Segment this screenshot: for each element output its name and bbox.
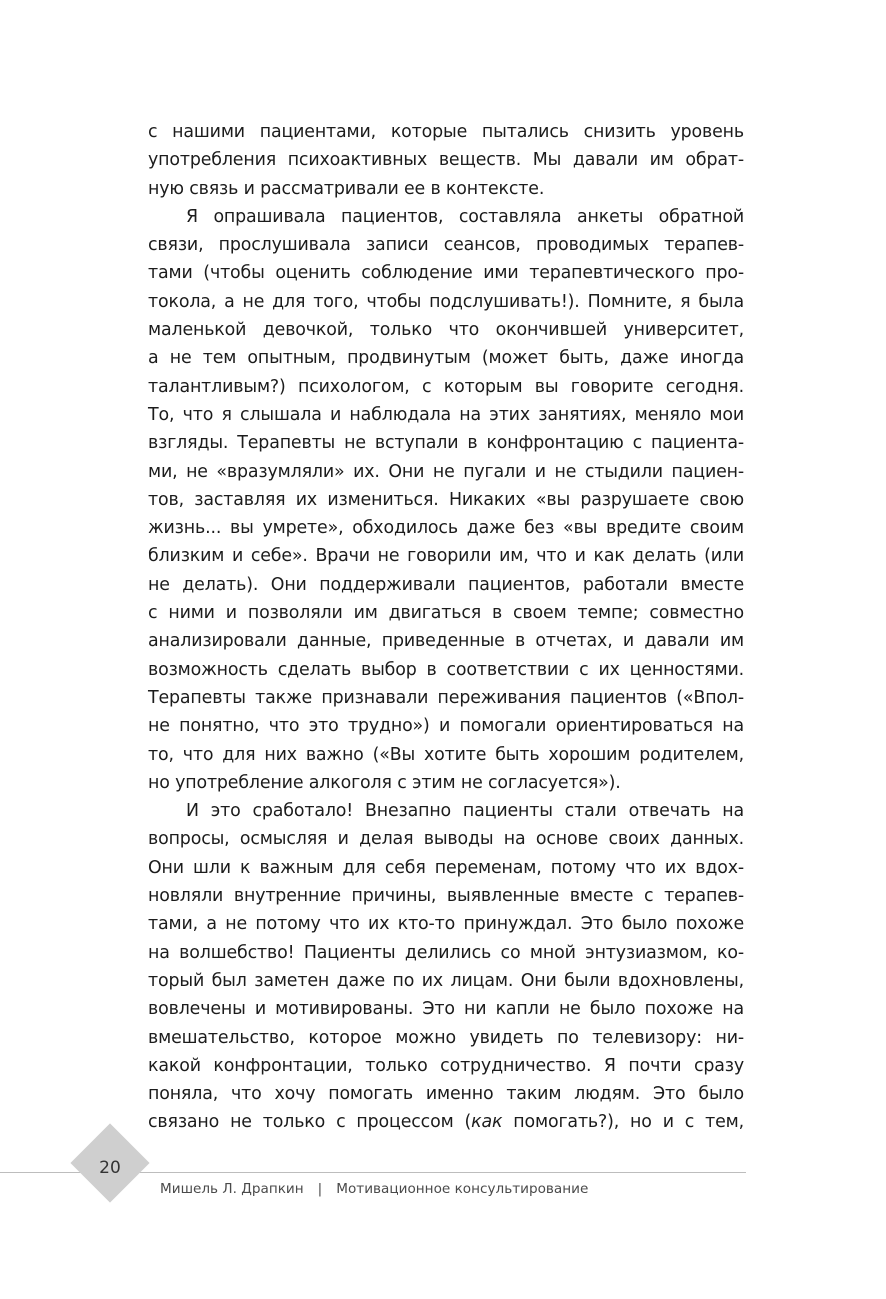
- text-line: торый был заметен даже по их лицам. Они были вдохновлены,: [148, 970, 744, 991]
- text-line: близким и себе». Врачи не говорили им, что и как делать (или: [148, 546, 744, 567]
- text-line: связи, прослушивала записи сеансов, проводимых терапев-: [148, 235, 744, 256]
- text-line: талантливым?) психологом, с которым вы говорите сегодня.: [148, 376, 744, 397]
- text-line: не делать). Они поддерживали пациентов, работали вместе: [148, 574, 744, 595]
- text-line: И это сработало! Внезапно пациенты стали отвечать на: [186, 801, 744, 822]
- text-line: анализировали данные, приведенные в отчетах, и давали им: [148, 631, 744, 652]
- text-line: вмешательство, которое можно увидеть по телевизору: ни-: [148, 1027, 744, 1048]
- text-line: с ними и позволяли им двигаться в своем темпе; совместно: [148, 603, 744, 624]
- text-line: ми, не «вразумляли» их. Они не пугали и не стыдили пациен-: [148, 461, 744, 482]
- text-line: ную связь и рассматривали ее в контексте.: [148, 178, 545, 199]
- book-title: Мотивационное консультирование: [336, 1181, 589, 1197]
- running-footer: [160, 1181, 588, 1197]
- text-line: поняла, что хочу помогать именно таким людям. Это было: [148, 1084, 744, 1105]
- text-line: тами (чтобы оценить соблюдение ими терапевтического про-: [148, 263, 744, 284]
- text-segment: связано не только с процессом (: [148, 1112, 472, 1133]
- page-number: 20: [99, 1158, 121, 1178]
- text-line: Я опрашивала пациентов, составляла анкеты обратной: [186, 206, 744, 227]
- text-line: на волшебство! Пациенты делились со мной энтузиазмом, ко-: [148, 942, 744, 963]
- text-segment: помогать?), но и с тем,: [502, 1112, 744, 1133]
- text-line: жизнь... вы умрете», обходилось даже без «вы вредите своим: [148, 518, 744, 539]
- text-line: тами, а не потому что их кто-то принуждал. Это было похоже: [148, 914, 744, 935]
- text-line: тов, заставляя их измениться. Никаких «вы разрушаете свою: [148, 489, 744, 510]
- italic-emphasis: как: [471, 1112, 503, 1133]
- text-line: а не тем опытным, продвинутым (может быть, даже иногда: [148, 348, 744, 369]
- footer-separator: |: [317, 1181, 323, 1197]
- text-line: не понятно, что это трудно») и помогали ориентироваться на: [148, 716, 744, 737]
- author-name: Мишель Л. Драпкин: [160, 1181, 304, 1197]
- text-line: с нашими пациентами, которые пытались снизить уровень: [148, 122, 744, 142]
- text-line: то, что для них важно («Вы хотите быть хорошим родителем,: [148, 744, 744, 765]
- text-line: маленькой девочкой, только что окончившей университет,: [148, 320, 744, 341]
- text-line: вопросы, осмысляя и делая выводы на основе своих данных.: [148, 829, 744, 850]
- text-line: какой конфронтации, только сотрудничество. Я почти сразу: [148, 1055, 744, 1076]
- text-line: взгляды. Терапевты не вступали в конфронтацию с пациента-: [148, 433, 744, 454]
- text-line: но употребление алкоголя с этим не согласуется»).: [148, 772, 621, 793]
- text-line: То, что я слышала и наблюдала на этих занятиях, меняло мои: [148, 404, 744, 425]
- text-line: Терапевты также признавали переживания пациентов («Впол-: [148, 687, 744, 708]
- page-body: [148, 118, 744, 1137]
- text-line: употребления психоактивных веществ. Мы давали им обрат-: [148, 150, 744, 171]
- text-line: Они шли к важным для себя переменам, потому что их вдох-: [148, 857, 744, 878]
- text-line: возможность сделать выбор в соответствии с их ценностями.: [148, 659, 744, 680]
- text-line: новляли внутренние причины, выявленные вместе с терапев-: [148, 886, 744, 907]
- text-line-final: [148, 1108, 744, 1136]
- text-line: вовлечены и мотивированы. Это ни капли не было похоже на: [148, 999, 744, 1020]
- text-line: токола, а не для того, чтобы подслушивать!). Помните, я была: [148, 291, 744, 312]
